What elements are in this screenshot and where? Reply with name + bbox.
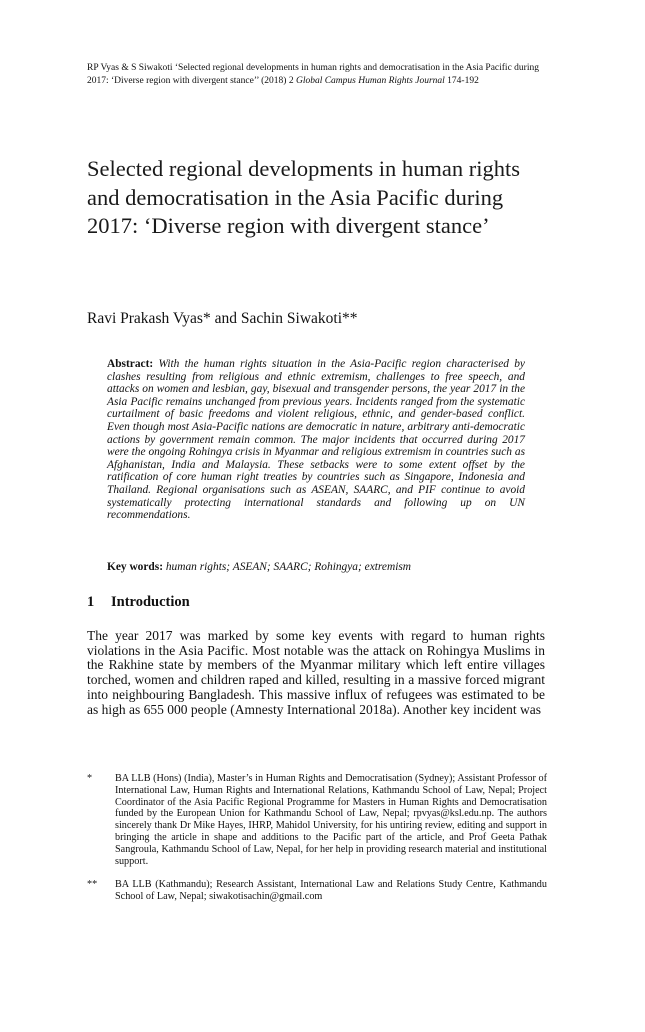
footnote-mark: ** [87,879,98,890]
footnote [87,773,547,867]
keywords-label: Key words: [107,561,163,573]
footnote-text: BA LLB (Hons) (India), Master’s in Human Rights and Democratisation (Sydney); Assistant Professor of International Law, Human Rights and International Relations, Kathmandu School of Law, Nepal; Project Coordinator of the Asia Pacific Regional Programme for Masters in Human Rights and Democratisation funded by the European Union for Kathmandu School of Law, Nepal; rpvyas@ksl.edu.np. The authors sincerely thank Dr Mike Hayes, IHRP, Mahidol University, for his untiring review, editing and support in bringing the article in shape and additions to the Pacific part of the article, and Prof Geeta Pathak Sangroula, Kathmandu School of Law, Nepal, for her help in providing research material and institutional support. [115,773,547,867]
abstract [107,358,525,522]
section-heading [87,594,190,611]
footnote-text: BA LLB (Kathmandu); Research Assistant, International Law and Relations Study Centre, Kathmandu School of Law, Nepal; siwakotisachin@gmail.com [115,879,547,902]
keywords-text: human rights; ASEAN; SAARC; Rohingya; extremism [165,561,412,573]
journal-name: Global Campus Human Rights Journal [295,76,445,86]
keywords [107,561,411,573]
abstract-label: Abstract: [107,358,154,370]
body-paragraph: The year 2017 was marked by some key events with regard to human rights violations in the Asia Pacific. Most notable was the attack on Rohingya Muslims in the Rakhine state by members of the Myanmar military which left entire villages torched, women and children raped and killed, resulting in a massive forced migrant into neighbouring Bangladesh. This massive influx of refugees was estimated to be as high as 655 000 people (Amnesty International 2018a). Another key incident was [87,628,545,717]
journal-citation [87,62,547,88]
citation-pages: 174-192 [444,76,479,86]
citation-text: RP Vyas & S Siwakoti ‘Selected regional developments in human rights and democratisation in the Asia Pacific during 2017: ‘Diverse region with divergent stance’’ (2018) 2 [87,63,539,86]
section-number: 1 [87,594,95,610]
section-title: Introduction [111,594,190,610]
abstract-text: With the human rights situation in the Asia-Pacific region characterised by clashes resulting from religious and ethnic extremism, challenges to free speech, and attacks on women and lesbian, gay, bisexual and transgender persons, the year 2017 in the Asia Pacific remains unchanged from previous years. Incidents ranged from the systematic curtailment of basic freedoms and violent religious, ethnic, and gender-based conflict. Even though most Asia-Pacific nations are democratic in nature, arbitrary anti-democratic actions by government remain common. The major incidents that occurred during 2017 were the ongoing Rohingya crisis in Myanmar and religious extremism in countries such as Afghanistan, India and Malaysia. These setbacks were to some extent offset by the ratification of core human right treaties by countries such as Singapore, Indonesia and Thailand. Regional organisations such as ASEAN, SAARC, and PIF continue to avoid systematically protecting international standards and following up on UN recommendations. [107,358,525,522]
article-title: Selected regional developments in human rights and democratisation in the Asia Pacific during 2017: ‘Diverse region with divergent stance’ [87,156,521,238]
footnote [87,879,547,903]
footnote-mark: * [87,773,93,784]
article-authors: Ravi Prakash Vyas* and Sachin Siwakoti** [87,310,358,327]
